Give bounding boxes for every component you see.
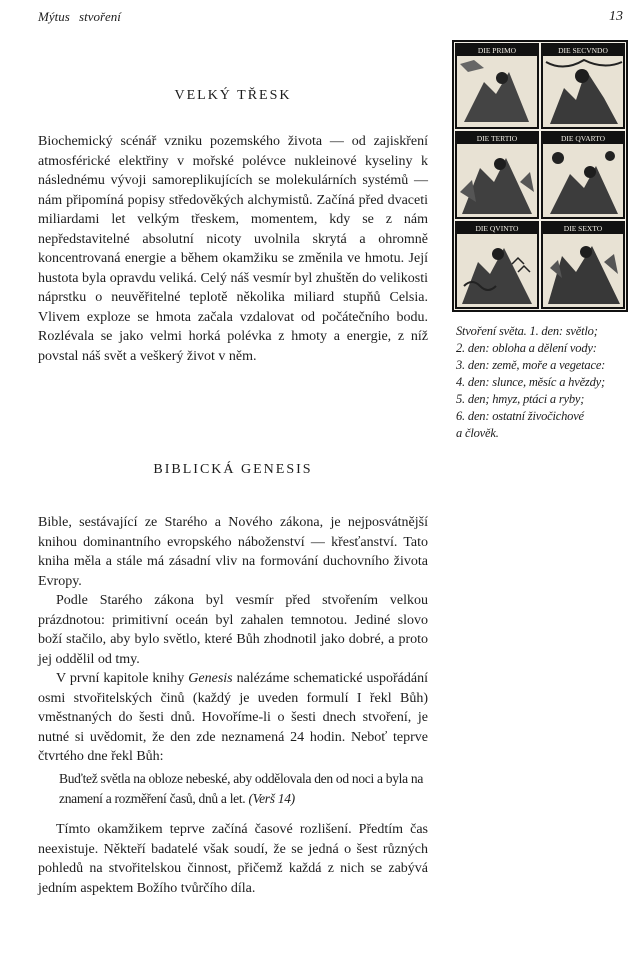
woodcut-panel-day-3 [456,132,538,218]
verse-text: Buďtež světla na obloze nebeské, aby oddělovala den od noci a byla na znamení a rozměření časů, dnů a let. [59,771,424,806]
section-body-closing [38,820,428,898]
woodcut-label: DIE PRIMO [477,46,517,55]
paragraph-text: nalézáme schematické uspořádání osmi stvořitelských činů (každý je uveden formulí I řekl Bůh) vměstnaných do šesti dnů. Hovoříme-li o šesti dnech stvoření, je nutné si uvědomit, že den zde neznamená 24 hodin. Neboť teprve čtvrtého dne řekl Bůh: [38,671,428,764]
paragraph-text: V první kapitole knihy [56,671,189,686]
paragraph: Podle Starého zákona byl vesmír před stvořením velkou prázdnotou: primitivní oceán byl zahalen temnotou. Jediné slovo boží stačilo, aby bylo světlo, které Bůh zhodnotil jako dobré, a proto jej oddělil od tmy. [38,593,428,667]
woodcut-label: DIE SEXTO [563,224,603,233]
woodcut-panel-day-1 [456,44,538,128]
section-title-biblicka-genesis: BIBLICKÁ GENESIS [153,462,313,477]
caption-line: 4. den: slunce, měsíc a hvězdy; [456,375,605,389]
woodcut-panel-day-2 [542,44,624,128]
woodcut-label: DIE QVINTO [475,224,519,233]
paragraph: Biochemický scénář vzniku pozemského života — od zajiskření atmosférické elektřiny v mořské polévce nukleinové kyseliny k následnému vývoji samoreplikujících se molekulárních systémů — nám připomíná popisy středověkých alchymistů. Začíná před dvaceti miliardami let velkým třeskem, momentem, kdy se z nám nepředstavitelné absolutní nicoty uvolnila skrytá a ohromně koncentrovaná energie a během okamžiku se změnila ve hmotu. Její hustota byla opravdu veliká. Celý náš vesmír byl zhuštěn do velikosti náprstku o neuvěřitelné teplotě několika miliard stupňů Celsia. Vlivem exploze se hmota začala vzdalovat od počátečního bodu. Rozlévala se jako velmi horká polévka z hmoty a energie, z níž povstal náš svět a veškerý život v něm. [38,134,428,364]
running-title: Mýtus stvoření [38,9,121,24]
section-title-velky-tresk: VELKÝ TŘESK [174,88,292,103]
verse-reference: (Verš 14) [248,790,295,806]
woodcut-panel-day-5 [456,222,538,308]
woodcut-panel-day-6 [542,222,624,308]
caption-line: 6. den: ostatní živočichové [456,409,584,423]
page-number: 13 [609,9,623,24]
woodcut-panel-day-4 [542,132,624,218]
caption-line: a člověk. [456,426,499,440]
caption-line: Stvoření světa. 1. den: světlo; [456,324,598,338]
woodcut-label: DIE QVARTO [560,134,606,143]
bible-verse-quote [59,769,427,808]
woodcut-caption [456,323,624,442]
section-body-velky-tresk [38,132,428,366]
caption-line: 3. den: země, moře a vegetace: [456,358,606,372]
caption-line: 2. den: obloha a dělení vody: [456,341,597,355]
woodcut-label: DIE SECVNDO [558,46,608,55]
paragraph: Tímto okamžikem teprve začíná časové rozlišení. Předtím čas neexistuje. Někteří badatelé však soudí, že se jedná o šest různých pohledů na stvořitelskou činnost, přičemž každá z nich se zabývá jedním aspektem Božího tvůrčího díla. [38,822,428,896]
woodcut-label: DIE TERTIO [476,134,518,143]
paragraph: Bible, sestávající ze Starého a Nového zákona, je nejposvátnější knihou dominantního evropského náboženství — křesťanství. Tato kniha měla a stále má zásadní vliv na formování duchovního života Evropy. [38,515,428,589]
caption-line: 5. den; hmyz, ptáci a ryby; [456,392,585,406]
paragraph [38,669,428,767]
section-body-genesis [38,513,428,767]
woodcut-svg [454,42,626,310]
book-title-genesis: Genesis [188,671,233,686]
creation-woodcut-image [452,40,628,312]
